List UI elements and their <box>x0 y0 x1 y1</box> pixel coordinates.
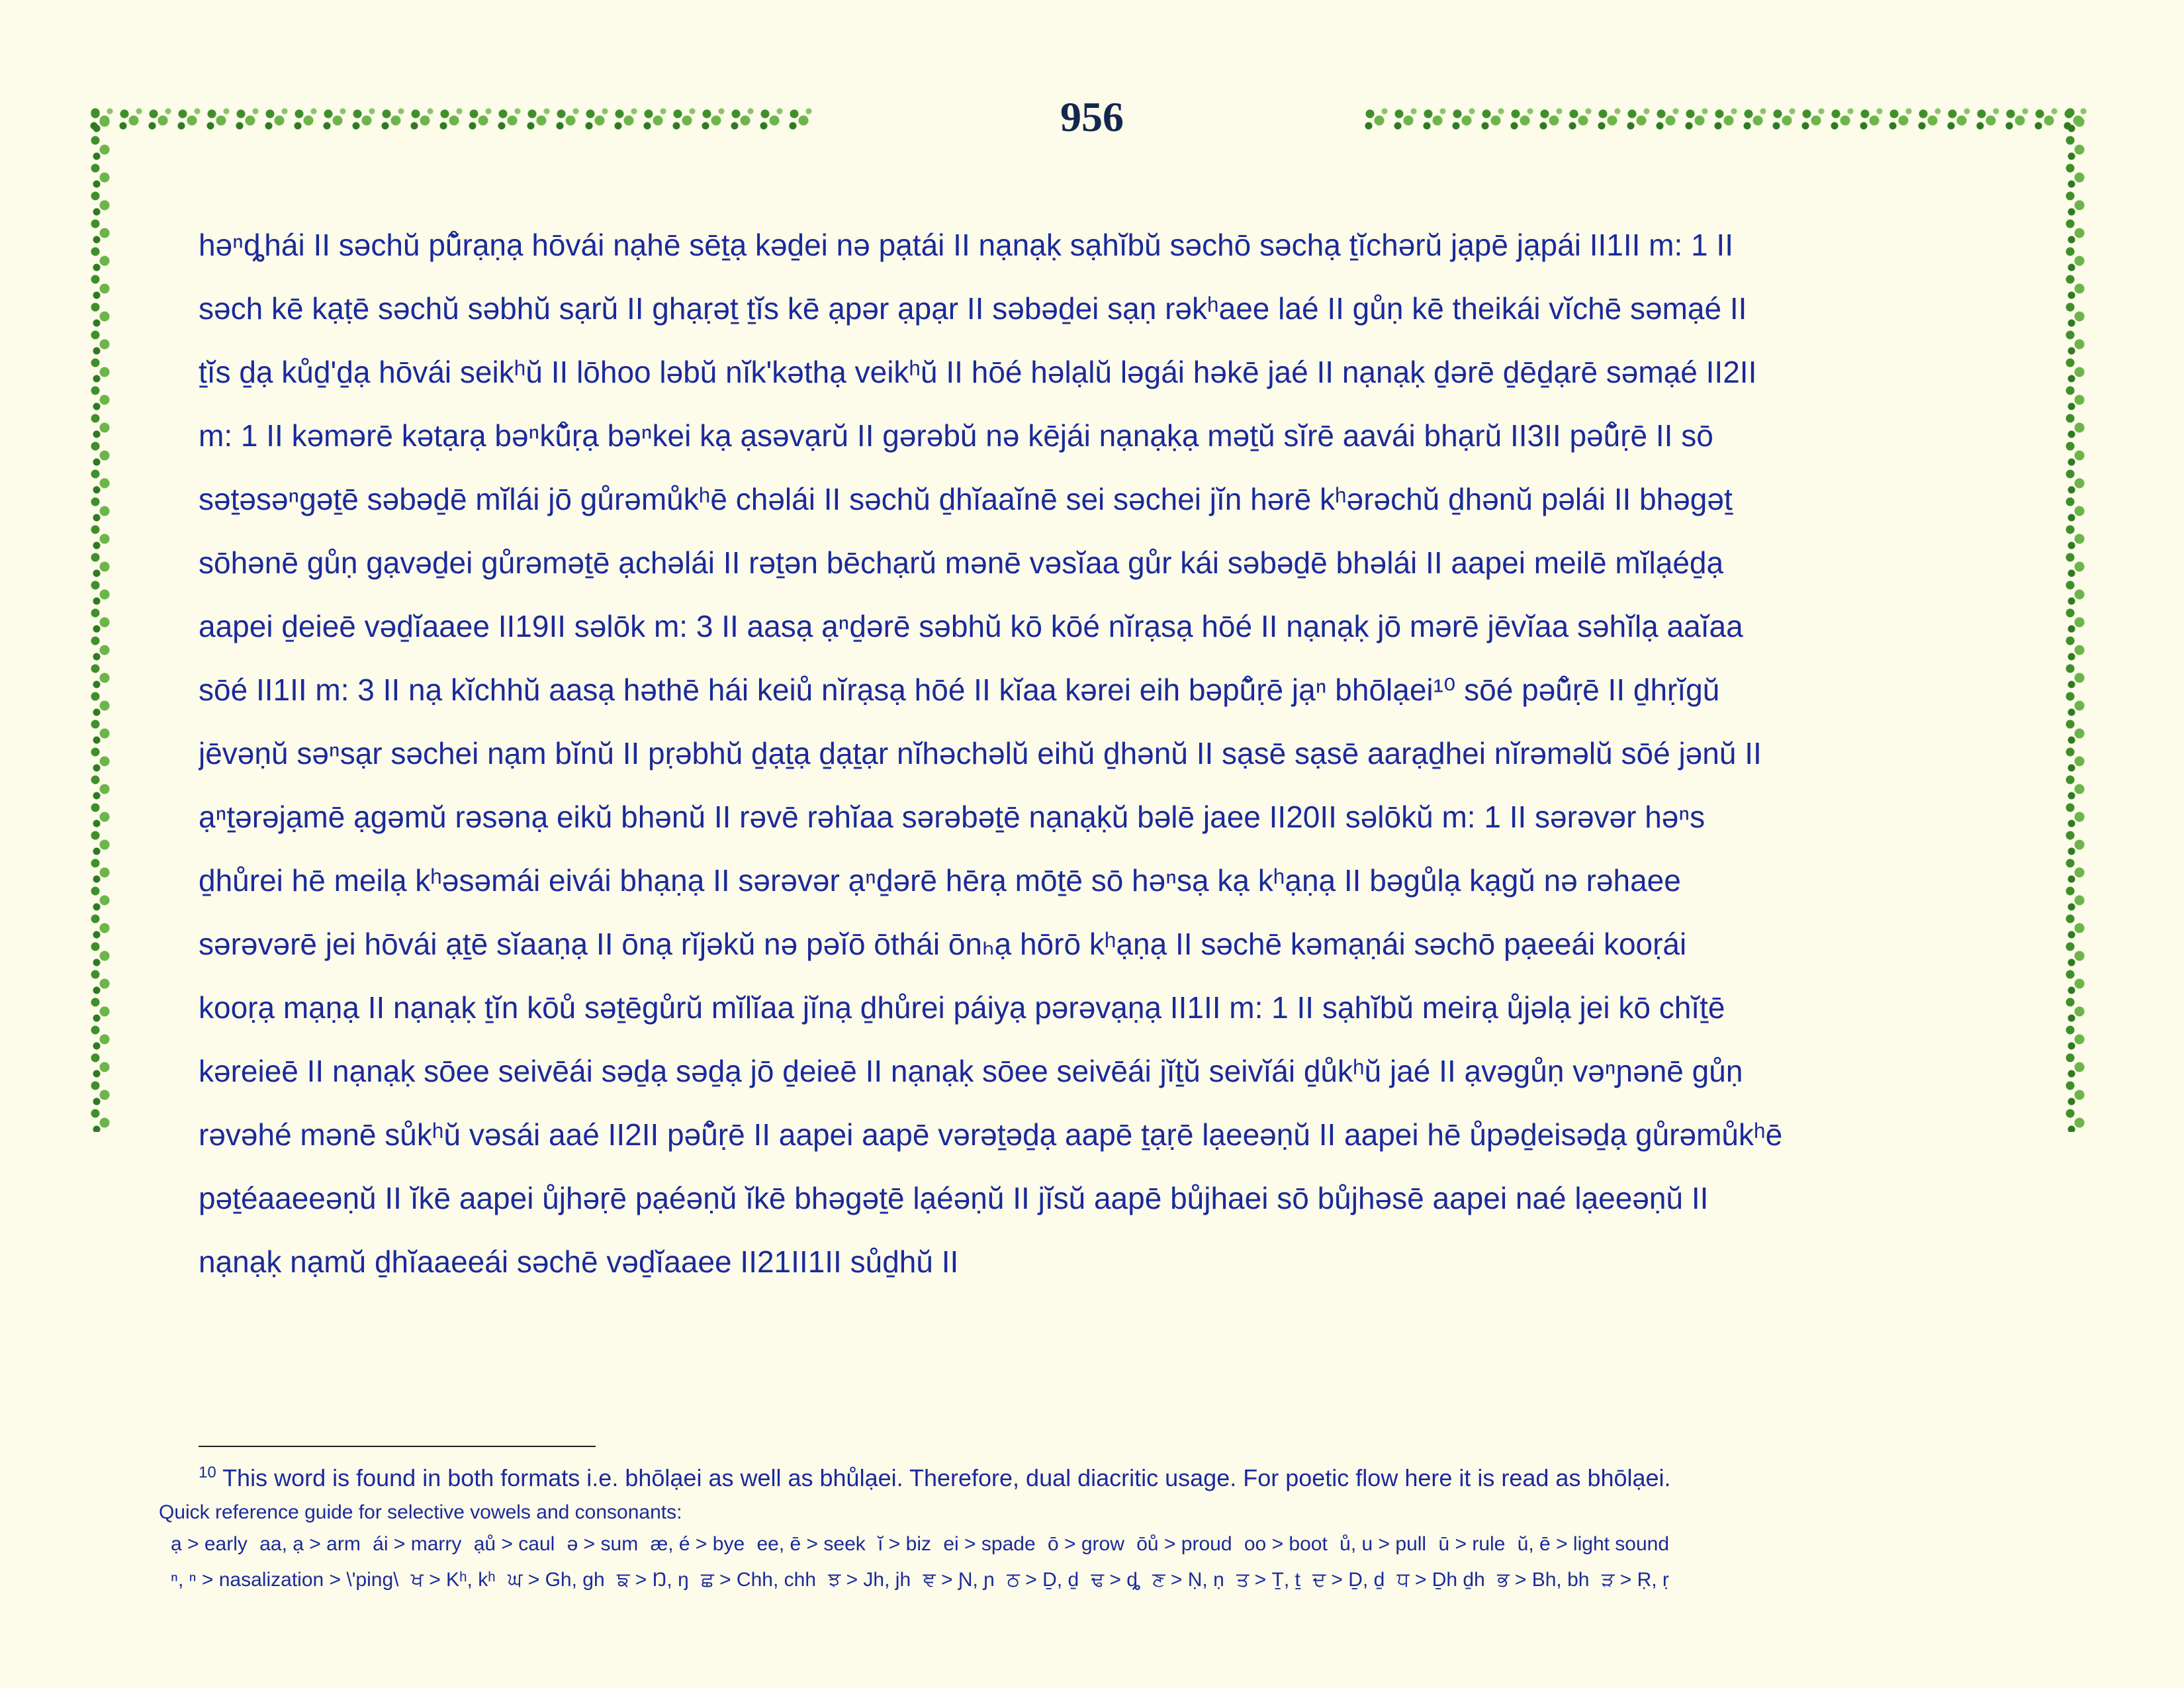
guide-entry: ਝ > Jh, jh <box>828 1569 911 1591</box>
text-line: səṯəsəⁿgəṯē səbəḏē mĭlái jō gůrəmůkʰē chəlái II səchŭ ḏhĭaaĭnē sei səchei jĭn hərē kʰərəchŭ ḏhənŭ pəlái II bhəgəṯ <box>199 482 1733 516</box>
text-line: ḏhůrei hē meilạ kʰəsəmái eivái bhạṇạ II sərəvər ạⁿḏərē hērạ mōṯē sō həⁿsạ kạ kʰạṇạ II bəgůlạ kạgŭ nə rəhaee <box>199 863 1681 898</box>
footnote-number: 10 <box>199 1464 216 1481</box>
text-line: rəvəhé mənē sůkʰŭ vəsái aaé II2II pəů̃ṛē II aapei aapē vərəṯəḏạ aapē ṯạṛē lạeeəṇŭ II aapei hē ůpəḏeisəḏạ gůrəmůkʰē <box>199 1117 1783 1152</box>
guide-entry: ਞ > Ɲ, ɲ <box>923 1569 995 1591</box>
reference-guide-title: Quick reference guide for selective vowels and consonants: <box>159 1501 682 1523</box>
guide-entry: ਢ > ȡ <box>1091 1569 1140 1591</box>
guide-entry: ə > sum <box>567 1533 639 1555</box>
text-line: sərəvərē jei hōvái ạṯē sĭaaṇạ II ōnạ rĭjəkŭ nə pəĭō ōthái ōnₕạ hōrō kʰạṇạ II səchē kəmạṇái səchō pạeeái kooṛái <box>199 927 1687 961</box>
guide-entry: ⁿ, ⁿ > nasalization > \'ping\ <box>171 1569 399 1591</box>
guide-entry: ੜ > Ṛ, ṛ <box>1601 1569 1669 1591</box>
text-line: pəṯéaaeeəṇŭ II ĭkē aapei ůjhəṛē pạéəṇŭ ĭkē bhəgəṯē lạéəṇŭ II jĭsŭ aapē bůjhaei sō bůjhəsē aapei naé lạeeəṇŭ II <box>199 1181 1709 1215</box>
left-vine-border <box>87 106 114 1132</box>
guide-entry: ਦ > Ḏ, ḏ <box>1312 1569 1385 1591</box>
text-line: ṯĭs ḏạ kůḏʹḏạ hōvái seikʰŭ II lōhoo ləbŭ nĭkʹkəthạ veikʰŭ II hōé həlạlŭ ləgái həkē jaé II nạnạḳ ḏərē ḏēḏạrē səmạé II2II <box>199 355 1757 389</box>
text-line: m: 1 II kəmərē kətạrạ bəⁿků̃ṛạ bəⁿkei kạ ạsəvạrŭ II gərəbŭ nə kējái nạnạḳạ məṯŭ sĭrē aavái bhạrŭ II3II pəů̃ṛē II sō <box>199 418 1713 453</box>
text-line: ạⁿṯərəjạmē ạgəmŭ rəsənạ eikŭ bhənŭ II rəvē rəhĭaa sərəbəṯē nạnạḳŭ bəlē jaee II20II səlōkŭ m: 1 II sərəvər həⁿs <box>199 800 1706 834</box>
right-vine-border <box>2062 106 2089 1132</box>
guide-entry: ਠ > Ḏ, ḏ <box>1007 1569 1079 1591</box>
guide-entry: ਣ > Ṇ, ṇ <box>1152 1569 1224 1591</box>
guide-entry: ĭ > biz <box>878 1533 932 1555</box>
text-line: kooṛạ mạṇạ II nạnạḳ ṯĭn kōů səṯēgůrŭ mĭlĭaa jĭnạ ḏhůrei páiyạ pərəvạṇạ II1II m: 1 II sạhĭbŭ meirạ ůjəlạ jei kō chĭṯē <box>199 990 1725 1025</box>
guide-entry: ō > grow <box>1047 1533 1124 1555</box>
consonant-guide-row <box>171 1569 2024 1591</box>
guide-entry: ů, u > pull <box>1340 1533 1427 1555</box>
guide-entry: ਖ > Kʰ, kʰ <box>410 1569 496 1591</box>
text-line: sōé II1II m: 3 II nạ kĭchhŭ aasạ həthē hái keiů nĭrạsạ hōé II kĭaa kərei eih bəpů̃ṛē jạⁿ bhōlạei¹⁰ sōé pəů̃ṛē II ḏhṛĭgŭ <box>199 673 1720 707</box>
guide-entry: ਛ > Chh, chh <box>701 1569 817 1591</box>
guide-entry: æ, é > bye <box>650 1533 745 1555</box>
guide-entry: ਭ > Bh, bh <box>1497 1569 1590 1591</box>
guide-entry: ŭ, ē > light sound <box>1517 1533 1670 1555</box>
guide-entry: ਧ > Ḏh ḏh <box>1396 1569 1485 1591</box>
guide-entry: ạů > caul <box>473 1533 555 1555</box>
guide-entry: ਘ > Gh, gh <box>508 1569 605 1591</box>
guide-entry: ei > spade <box>943 1533 1036 1555</box>
text-line: nạnạḳ nạmŭ ḏhĭaaeeái səchē vəḏĭaaee II21II1II sůḏhŭ II <box>199 1244 959 1279</box>
guide-entry: ạ > early <box>171 1533 248 1555</box>
guide-entry: ái > marry <box>373 1533 462 1555</box>
page-number: 956 <box>1060 93 1124 140</box>
text-line: səch kē kạṭē səchŭ səbhŭ sạrŭ II ghạṛəṯ ṯĭs kē ạpər ạpạr II səbəḏei sạṇ rəkʰaee laé II gůṇ kē theikái vĭchē səmạé II <box>199 291 1747 326</box>
text-line: kəreieē II nạnạḳ sōee seivēái səḏạ səḏạ jō ḏeieē II nạnạḳ sōee seivēái jĭṯŭ seivĭái ḏůkʰŭ jaé II ạvəgůṇ vəⁿɲənē gůṇ <box>199 1054 1743 1088</box>
guide-entry: oo > boot <box>1244 1533 1328 1555</box>
guide-entry: aa, ạ > arm <box>259 1533 361 1555</box>
footnote-separator <box>199 1446 596 1447</box>
vowel-guide-row <box>171 1533 2024 1556</box>
text-line: həⁿȡhái II səchŭ pů̃rạṇạ hōvái nạhē sēṯạ kəḏei nə pạtái II nạnạḳ sạhĭbŭ səchō səchạ ṯĭchərŭ jạpē jạpái II1II m: 1 II <box>199 228 1733 262</box>
text-line: aapei ḏeieē vəḏĭaaee II19II səlōk m: 3 II aasạ ạⁿḏərē səbhŭ kō kōé nĭrạsạ hōé II nạnạḳ jō mərē jēvĭaa səhĭlạ aaĭaa <box>199 609 1743 643</box>
guide-entry: ਙ > Ŋ, ŋ <box>617 1569 689 1591</box>
text-line: jēvəṇŭ səⁿsạr səchei nạm bĭnŭ II pṛəbhŭ ḏạṯạ ḏạṯạr nĭhəchəlŭ eihŭ ḏhənŭ II sạsē sạsē aarạḏhei nĭrəməlŭ sōé jənŭ II <box>199 736 1762 771</box>
footnote <box>199 1456 1999 1495</box>
guide-entry: ee, ē > seek <box>756 1533 866 1555</box>
guide-entry: ū > rule <box>1438 1533 1506 1555</box>
body-text <box>199 213 1989 1293</box>
guide-entry: ਤ > Ṯ, ṯ <box>1236 1569 1300 1591</box>
text-line: sōhənē gůṇ gạvəḏei gůrəməṯē ạchəlái II rəṯən bēchạrŭ mənē vəsĭaa gůr kái səbəḏē bhəlái II aapei meilē mĭlạéḏạ <box>199 545 1724 580</box>
guide-entry: ōů > proud <box>1136 1533 1232 1555</box>
footnote-text: This word is found in both formats i.e. bhōlạei as well as bhůlạei. Therefore, dual diacritic usage. For poetic flow here it is read as bhōlạei. <box>222 1464 1671 1491</box>
